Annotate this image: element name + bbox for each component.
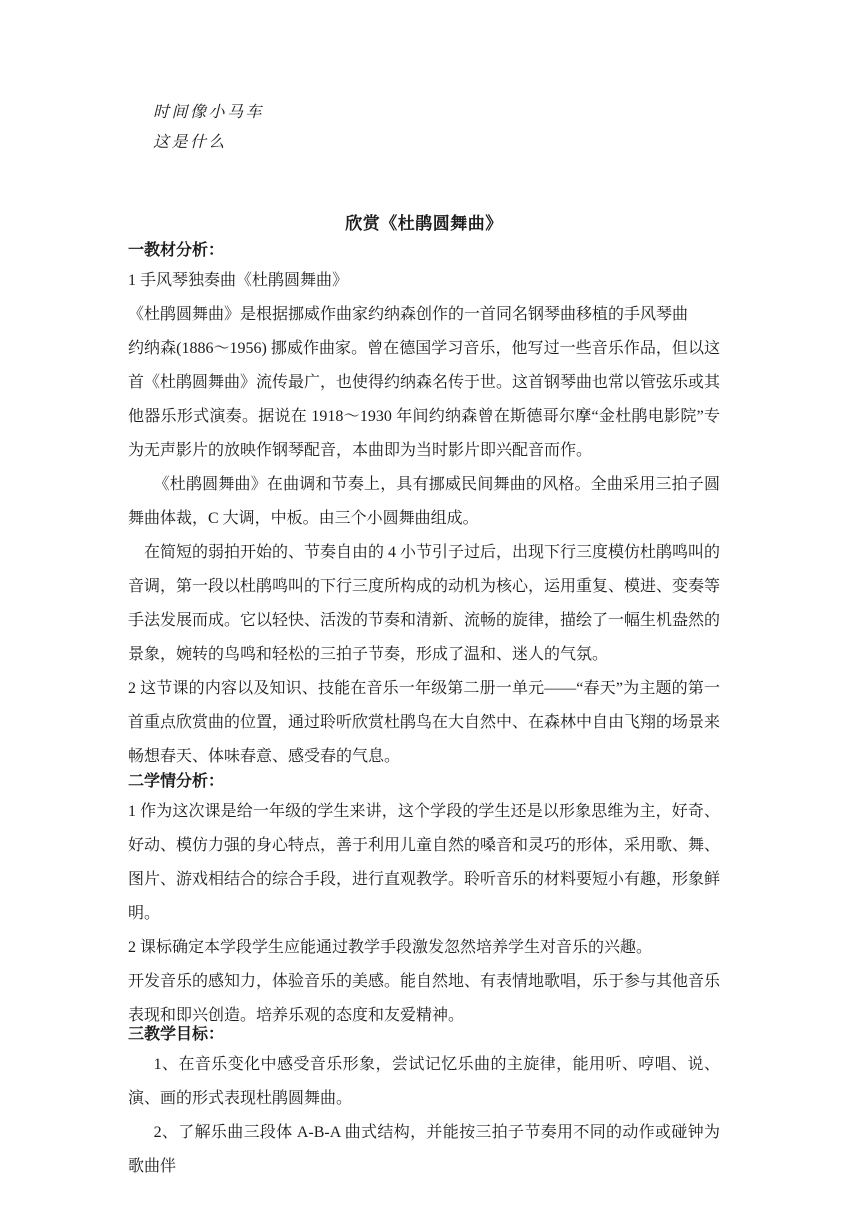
document-title: 欣赏《杜鹃圆舞曲》 — [345, 214, 503, 233]
paragraph: 《杜鹃圆舞曲》在曲调和节奏上，具有挪威民间舞曲的风格。全曲采用三拍子圆舞曲体裁，C 大调，中板。由三个小圆舞曲组成。 — [128, 476, 720, 527]
paragraph: 2 课标确定本学段学生应能通过教学手段激发忽然培养学生对音乐的兴趣。 — [128, 939, 653, 956]
paragraph: 1 作为这次课是给一年级的学生来讲，这个学段的学生还是以形象思维为主，好奇、好动、模仿力强的身心特点，善于利用儿童自然的嗓音和灵巧的形体，采用歌、舞、图片、游戏相结合的综合手段，进行直观教学。聆听音乐的材料要短小有趣，形象鲜明。 — [128, 803, 721, 922]
section-heading-learner-analysis: 二学情分析： — [128, 773, 225, 790]
handwritten-note-line-2: 这是什么 — [153, 134, 228, 151]
paragraph: 1、在音乐变化中感受音乐形象，尝试记忆乐曲的主旋律，能用听、哼唱、说、演、画的形式表现杜鹃圆舞曲。 — [128, 1056, 720, 1107]
handwritten-note-line-1: 时间像小马车 — [153, 104, 265, 121]
section-heading-material-analysis: 一教材分析： — [128, 242, 225, 259]
paragraph: 约纳森(1886～1956) 挪威作曲家。曾在德国学习音乐，他写过一些音乐作品，但以这首《杜鹃圆舞曲》流传最广，也使得约纳森名传于世。这首钢琴曲也常以管弦乐或其他器乐形式演奏。据说在 1918～1930 年间约纳森曾在斯德哥尔摩“金杜鹃电影院”专为无声影片的放映作钢琴配音，本曲即为当时影片即兴配音而作。 — [128, 340, 721, 459]
section-heading-teaching-goals: 三教学目标： — [128, 1026, 225, 1043]
paragraph: 2、了解乐曲三段体 A-B-A 曲式结构，并能按三拍子节奏用不同的动作或碰钟为歌曲伴 — [128, 1124, 720, 1175]
paragraph: 2 这节课的内容以及知识、技能在音乐一年级第二册一单元——“春天”为主题的第一首重点欣赏曲的位置，通过聆听欣赏杜鹃鸟在大自然中、在森林中自由飞翔的场景来畅想春天、体味春意、感受春的气息。 — [128, 680, 721, 765]
paragraph: 1 手风琴独奏曲《杜鹃圆舞曲》 — [128, 272, 349, 289]
paragraph: 在简短的弱拍开始的、节奏自由的 4 小节引子过后，出现下行三度模仿杜鹃鸣叫的音调，第一段以杜鹃鸣叫的下行三度所构成的动机为核心，运用重复、模进、变奏等手法发展而成。它以轻快、活泼的节奏和清新、流畅的旋律，描绘了一幅生机盎然的景象，婉转的鸟鸣和轻松的三拍子节奏，形成了温和、迷人的气氛。 — [128, 544, 721, 663]
paragraph: 开发音乐的感知力，体验音乐的美感。能自然地、有表情地歌唱，乐于参与其他音乐表现和即兴创造。培养乐观的态度和友爱精神。 — [128, 973, 721, 1024]
paragraph: 《杜鹃圆舞曲》是根据挪威作曲家约纳森创作的一首同名钢琴曲移植的手风琴曲 — [128, 306, 689, 323]
